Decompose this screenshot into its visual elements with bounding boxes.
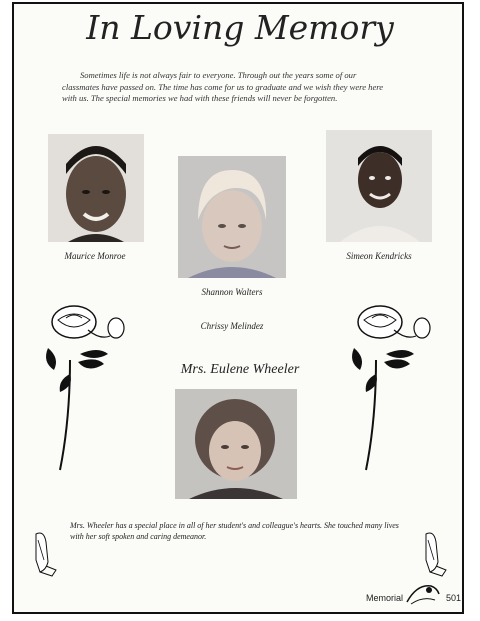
rose-icon	[346, 300, 438, 472]
caption-maurice: Maurice Monroe	[64, 251, 126, 261]
teacher-name-heading: Mrs. Eulene Wheeler	[180, 362, 300, 377]
teacher-tribute: Mrs. Wheeler has a special place in all of her student's and colleague's hearts. She touched many lives with her soft spoken and caring demeanor.	[70, 521, 399, 541]
yearbook-logo-icon	[405, 580, 441, 610]
rose-icon	[40, 300, 132, 472]
teacher-photo-wheeler	[175, 389, 297, 499]
praying-hands-icon	[420, 530, 448, 578]
student-photo-simeon	[326, 130, 432, 242]
praying-hands-icon	[30, 530, 58, 578]
caption-chrissy: Chrissy Melindez	[200, 321, 264, 331]
student-photo-maurice	[48, 134, 144, 242]
caption-simeon: Simeon Kendricks	[346, 251, 412, 261]
footer-section-label: Memorial	[366, 593, 404, 603]
page-title: In Loving Memory	[86, 8, 394, 47]
intro-paragraph: Sometimes life is not always fair to everyone. Through out the years some of our classmates have passed on. The time has come for us to graduate and we wish they were here with us. The special memories we had with these friends will never be forgotten.	[62, 70, 384, 103]
page-number: 501	[446, 593, 462, 603]
student-photo-shannon	[178, 156, 286, 278]
caption-shannon: Shannon Walters	[201, 287, 263, 297]
